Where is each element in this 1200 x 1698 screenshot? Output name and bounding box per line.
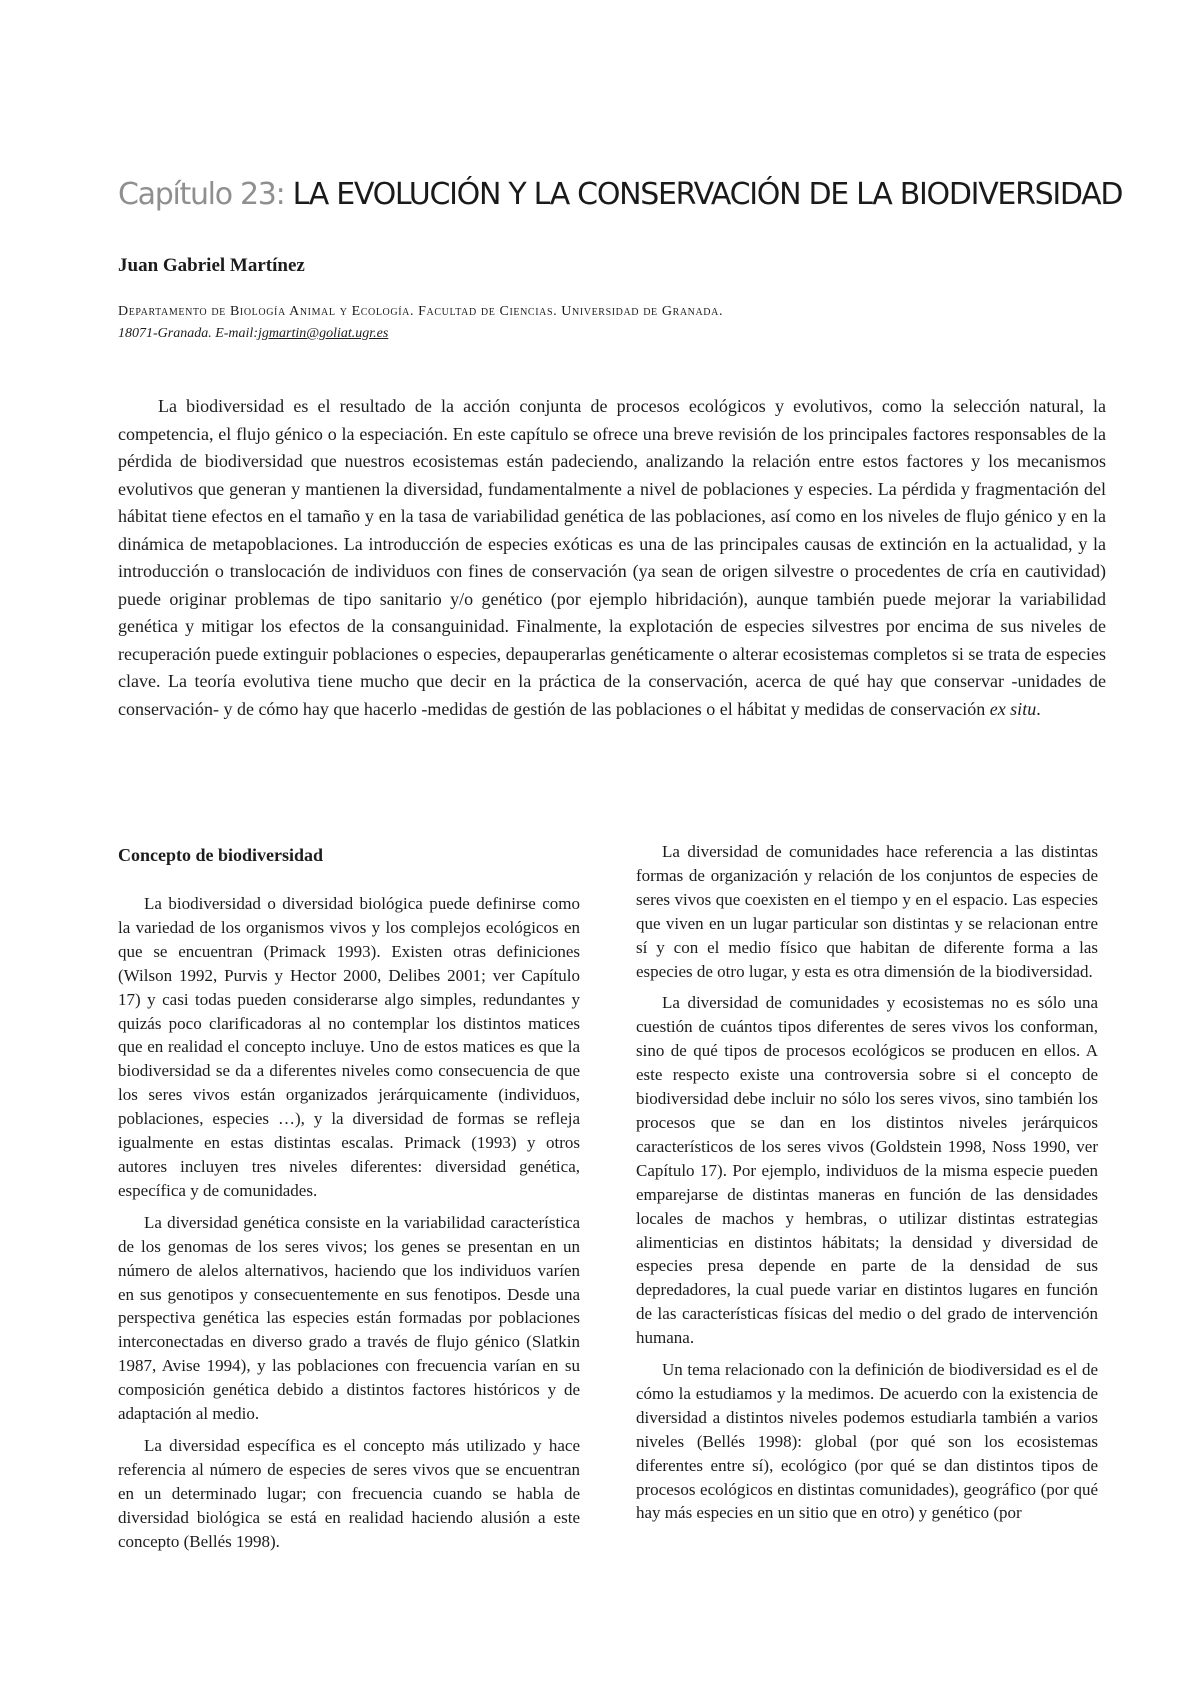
- section-heading: Concepto de biodiversidad: [118, 845, 324, 865]
- abstract-italic-term: ex situ: [989, 698, 1037, 719]
- chapter-title: [118, 173, 1128, 217]
- left-column: [118, 842, 580, 1561]
- body-paragraph: La biodiversidad o diversidad biológica puede definirse como la variedad de los organismos vivos y los complejos ecológicos en que se encuentran (Primack 1993). Existen otras definiciones (Wilson 1992, Purvis y Hector 2000, Delibes 2001; ver Capítulo 17) y casi todas pueden considerarse algo simples, redundantes y quizás poco clarificadoras al no contemplar los distintos matices que en realidad el concepto incluye. Uno de estos matices es que la biodiversidad se da a diferentes niveles como consecuencia de que los seres vivos están organizados jerárquicamente (individuos, poblaciones, especies …), y la diversidad de formas se refleja igualmente en estas distintas escalas. Primack (1993) y otros autores incluyen tres niveles diferentes: diversidad genética, específica y de comunidades.: [118, 894, 580, 1200]
- body-paragraph: La diversidad genética consiste en la variabilidad característica de los genomas de los seres vivos; los genes se presentan en un número de alelos alternativos, haciendo que los individuos varíen en sus genotipos y consecuentemente en sus fenotipos. Desde una perspectiva genética las especies están formadas por poblaciones interconectadas en diverso grado a través de flujo génico (Slatkin 1987, Avise 1994), y las poblaciones con frecuencia varían en su composición genética debido a distintos factores históricos y de adaptación al medio.: [118, 1212, 580, 1424]
- body-paragraph: La diversidad de comunidades y ecosistemas no es sólo una cuestión de cuántos tipos diferentes de seres vivos los conforman, sino de qué tipos de procesos ecológicos se producen en ellos. A este respecto existe una controversia sobre si el concepto de biodiversidad debe incluir no sólo los seres vivos, sino también los procesos que se dan en los distintos niveles jerárquicos característicos de los seres vivos (Goldstein 1998, Noss 1990, ver Capítulo 17). Por ejemplo, individuos de la misma especie pueden emparejarse de distintas maneras en función de las densidades locales de machos y hembras, o utilizar distintas estrategias alimenticias en distintos hábitats; la densidad y diversidad de especies presa depende en parte de la densidad de sus depredadores, la cual puede variar en distintos lugares en función de las características físicas del medio o del grado de intervención humana.: [636, 993, 1098, 1348]
- author-address: [118, 324, 388, 344]
- body-paragraph: La diversidad de comunidades hace referencia a las distintas formas de organización y relación de los conjuntos de especies de seres vivos que coexisten en el tiempo y en el espacio. Las especies que viven en un lugar particular son distintas y se relacionan entre sí y con el medio físico que habitan de diferente forma a las especies de otro lugar, y esta es otra dimensión de la biodiversidad.: [636, 842, 1098, 981]
- abstract: [118, 393, 1106, 723]
- right-column: [636, 840, 1098, 1533]
- email-link[interactable]: jgmartin@goliat.ugr.es: [258, 326, 389, 341]
- author-name: Juan Gabriel Martínez: [118, 255, 305, 276]
- body-paragraph: La diversidad específica es el concepto más utilizado y hace referencia al número de especies de seres vivos que se encuentran en un determinado lugar; con frecuencia cuando se habla de diversidad biológica se está en realidad haciendo alusión a este concepto (Bellés 1998).: [118, 1435, 580, 1551]
- address-prefix: 18071-Granada. E-mail:: [118, 326, 258, 341]
- chapter-title-text: LA EVOLUCIÓN Y LA CONSERVACIÓN DE LA BIODIVERSIDAD: [292, 177, 1123, 212]
- chapter-label: Capítulo 23:: [118, 177, 285, 212]
- abstract-end-punct: .: [1036, 698, 1041, 719]
- abstract-text: La biodiversidad es el resultado de la acción conjunta de procesos ecológicos y evolutivos, como la selección natural, la competencia, el flujo génico o la especiación. En este capítulo se ofrece una breve revisión de los principales factores responsables de la pérdida de biodiversidad que nuestros ecosistemas están padeciendo, analizando la relación entre estos factores y los mecanismos evolutivos que generan y mantienen la diversidad, fundamentalmente a nivel de poblaciones y especies. La pérdida y fragmentación del hábitat tiene efectos en el tamaño y en la tasa de variabilidad genética de las poblaciones, así como en los niveles de flujo génico y en la dinámica de metapoblaciones. La introducción de especies exóticas es una de las principales causas de extinción en la actualidad, y la introducción o translocación de individuos con fines de conservación (ya sean de origen silvestre o procedentes de cría en cautividad) puede originar problemas de tipo sanitario y/o genético (por ejemplo hibridación), aunque también puede mejorar la variabilidad genética y mitigar los efectos de la consanguinidad. Finalmente, la explotación de especies silvestres por encima de sus niveles de recuperación puede extinguir poblaciones o especies, depauperarlas genéticamente o alterar ecosistemas completos si se trata de especies clave. La teoría evolutiva tiene mucho que decir en la práctica de la conservación, acerca de qué hay que conservar -unidades de conservación- y de cómo hay que hacerlo -medidas de gestión de las poblaciones o el hábitat y medidas de conservación: [118, 396, 1106, 719]
- author-affiliation: Departamento de Biología Animal y Ecología. Facultad de Ciencias. Universidad de Granada.: [118, 304, 724, 319]
- body-paragraph: Un tema relacionado con la definición de biodiversidad es el de cómo la estudiamos y la medimos. De acuerdo con la existencia de diversidad a distintos niveles podemos estudiarla también a varios niveles (Bellés 1998): global (por qué son los ecosistemas diferentes entre sí), ecológico (por qué se dan distintos tipos de procesos ecológicos en distintas comunidades), geográfico (por qué hay más especies en un sitio que en otro) y genético (por: [636, 1360, 1098, 1523]
